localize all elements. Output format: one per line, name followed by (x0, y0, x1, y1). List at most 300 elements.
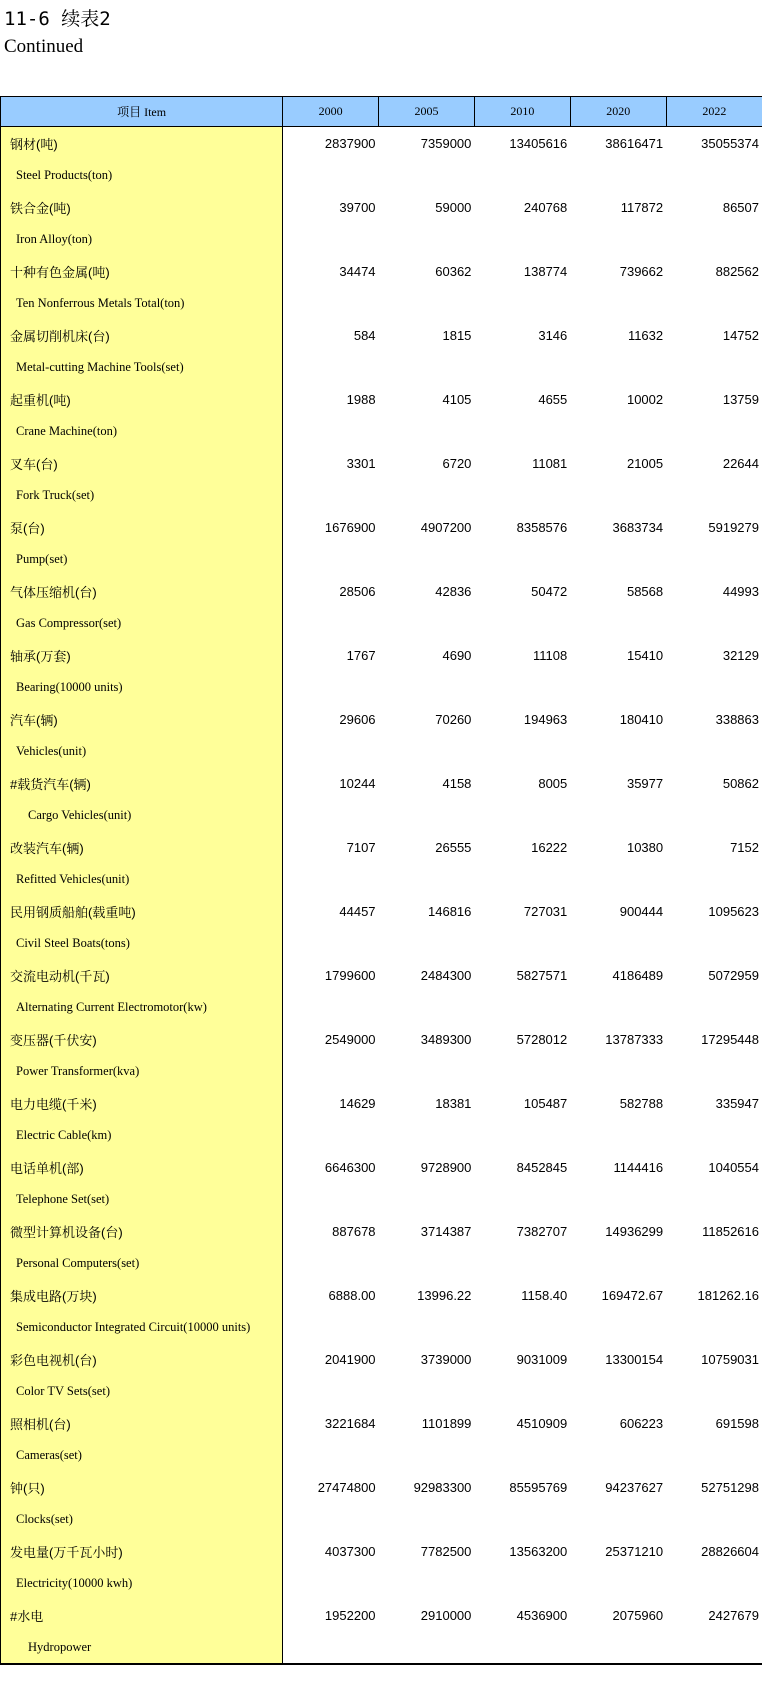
empty-cell (283, 1567, 379, 1599)
value-cell: 14629 (339, 1095, 376, 1111)
table-row (1, 767, 762, 799)
item-name-cn: 轴承(万套) (1, 639, 283, 671)
value-cell: 727031 (523, 903, 568, 919)
value-cell: 13759 (722, 391, 759, 407)
item-name-en: Alternating Current Electromotor(kw) (1, 991, 283, 1023)
item-name-cn: 彩色电视机(台) (1, 1343, 283, 1375)
value-cell: 8452845 (516, 1159, 568, 1175)
header-item: 项目 Item (1, 97, 283, 127)
empty-cell (570, 1503, 666, 1535)
value-cell: 7107 (346, 839, 376, 855)
empty-cell (283, 863, 379, 895)
value-cell: 35977 (626, 775, 664, 791)
value-cell: 7152 (730, 839, 759, 855)
empty-cell (474, 1055, 570, 1087)
value-cell: 2427679 (708, 1607, 759, 1623)
value-cell: 3714387 (420, 1223, 472, 1239)
empty-cell (570, 351, 666, 383)
item-name-en: Metal-cutting Machine Tools(set) (1, 351, 283, 383)
item-name-en: Iron Alloy(ton) (1, 223, 283, 255)
empty-cell (474, 415, 570, 447)
empty-cell (666, 927, 762, 959)
value-cell: 18381 (435, 1095, 472, 1111)
value-cell: 105487 (523, 1095, 568, 1111)
value-cell: 13996.22 (417, 1287, 472, 1303)
item-name-cn: 泵(台) (1, 511, 283, 543)
empty-cell (283, 799, 379, 831)
table-row (1, 1279, 762, 1311)
value-cell: 4037300 (324, 1543, 376, 1559)
empty-cell (474, 1439, 570, 1471)
header-row (1, 97, 762, 127)
value-cell: 1095623 (708, 903, 759, 919)
value-cell: 50862 (722, 775, 759, 791)
item-name-en: Steel Products(ton) (1, 159, 283, 191)
item-name-cn: 改装汽车(辆) (1, 831, 283, 863)
value-cell: 8005 (538, 775, 568, 791)
value-cell: 3683734 (612, 519, 664, 535)
value-cell: 240768 (523, 199, 568, 215)
empty-cell (379, 1247, 475, 1279)
empty-cell (666, 351, 762, 383)
empty-cell (570, 159, 666, 191)
empty-cell (379, 1055, 475, 1087)
empty-cell (570, 1439, 666, 1471)
item-name-cn: 叉车(台) (1, 447, 283, 479)
empty-cell (666, 543, 762, 575)
value-cell: 2837900 (324, 135, 376, 151)
table-row-english (1, 1247, 762, 1279)
value-cell: 17295448 (701, 1031, 759, 1047)
table-row (1, 639, 762, 671)
header-year: 2020 (570, 97, 666, 127)
empty-cell (283, 1183, 379, 1215)
table-row-english (1, 479, 762, 511)
value-cell: 338863 (715, 711, 759, 727)
item-name-cn: 金属切削机床(台) (1, 319, 283, 351)
value-cell: 582788 (619, 1095, 664, 1111)
value-cell: 169472.67 (601, 1287, 664, 1303)
table-row-english (1, 1311, 762, 1343)
empty-cell (570, 479, 666, 511)
value-cell: 6720 (442, 455, 472, 471)
empty-cell (666, 799, 762, 831)
table-row (1, 895, 762, 927)
item-name-cn: 铁合金(吨) (1, 191, 283, 223)
empty-cell (379, 543, 475, 575)
value-cell: 1144416 (613, 1159, 664, 1175)
empty-cell (283, 415, 379, 447)
value-cell: 9031009 (516, 1351, 568, 1367)
table-title: 11-6 续表2 (4, 8, 111, 30)
item-name-cn: 钢材(吨) (1, 127, 283, 160)
value-cell: 3221684 (324, 1415, 376, 1431)
value-cell: 25371210 (605, 1543, 664, 1559)
empty-cell (283, 991, 379, 1023)
empty-cell (283, 1503, 379, 1535)
empty-cell (570, 1631, 666, 1664)
table-row-english (1, 415, 762, 447)
value-cell: 11081 (532, 455, 568, 471)
value-cell: 44993 (722, 583, 759, 599)
empty-cell (283, 1375, 379, 1407)
value-cell: 5919279 (708, 519, 759, 535)
table-subtitle: Continued (4, 36, 84, 57)
item-name-en: Power Transformer(kva) (1, 1055, 283, 1087)
table-row-english (1, 927, 762, 959)
value-cell: 11632 (627, 327, 664, 343)
value-cell: 13787333 (605, 1031, 664, 1047)
value-cell: 85595769 (509, 1479, 568, 1495)
empty-cell (283, 1631, 379, 1664)
table-row (1, 1087, 762, 1119)
table-row (1, 1215, 762, 1247)
empty-cell (283, 1119, 379, 1151)
empty-cell (379, 1183, 475, 1215)
empty-cell (379, 607, 475, 639)
table-row-english (1, 607, 762, 639)
value-cell: 11108 (533, 647, 568, 663)
table-row-english (1, 799, 762, 831)
empty-cell (666, 1375, 762, 1407)
empty-cell (666, 863, 762, 895)
empty-cell (666, 479, 762, 511)
table-row-english (1, 991, 762, 1023)
empty-cell (666, 223, 762, 255)
value-cell: 22644 (722, 455, 759, 471)
item-name-cn: 微型计算机设备(台) (1, 1215, 283, 1247)
value-cell: 2549000 (324, 1031, 376, 1047)
empty-cell (283, 1247, 379, 1279)
value-cell: 7359000 (420, 135, 472, 151)
item-name-en: Cargo Vehicles(unit) (1, 799, 283, 831)
value-cell: 94237627 (605, 1479, 664, 1495)
empty-cell (379, 1439, 475, 1471)
empty-cell (474, 1183, 570, 1215)
empty-cell (283, 543, 379, 575)
empty-cell (379, 479, 475, 511)
item-name-cn: 起重机(吨) (1, 383, 283, 415)
value-cell: 26555 (435, 839, 472, 855)
table-row (1, 1535, 762, 1567)
value-cell: 117872 (620, 199, 664, 215)
item-name-en: Crane Machine(ton) (1, 415, 283, 447)
value-cell: 10759031 (701, 1351, 759, 1367)
value-cell: 7382707 (516, 1223, 568, 1239)
empty-cell (474, 863, 570, 895)
table-row (1, 1407, 762, 1439)
value-cell: 6646300 (324, 1159, 376, 1175)
value-cell: 2910000 (420, 1607, 472, 1623)
empty-cell (474, 287, 570, 319)
empty-cell (379, 1631, 475, 1664)
value-cell: 58568 (626, 583, 664, 599)
table-row-english (1, 1375, 762, 1407)
value-cell: 882562 (715, 263, 759, 279)
empty-cell (570, 1375, 666, 1407)
value-cell: 5072959 (708, 967, 759, 983)
item-name-en: Semiconductor Integrated Circuit(10000 units) (1, 1311, 283, 1343)
table-row (1, 127, 762, 160)
table-row (1, 319, 762, 351)
value-cell: 10002 (626, 391, 664, 407)
empty-cell (570, 863, 666, 895)
value-cell: 8358576 (516, 519, 568, 535)
empty-cell (570, 991, 666, 1023)
value-cell: 3301 (346, 455, 376, 471)
empty-cell (570, 287, 666, 319)
value-cell: 9728900 (420, 1159, 472, 1175)
value-cell: 44457 (339, 903, 376, 919)
empty-cell (379, 415, 475, 447)
empty-cell (666, 1439, 762, 1471)
value-cell: 86507 (722, 199, 759, 215)
item-name-cn: 照相机(台) (1, 1407, 283, 1439)
value-cell: 38616471 (605, 135, 664, 151)
empty-cell (474, 1311, 570, 1343)
empty-cell (474, 927, 570, 959)
empty-cell (379, 1567, 475, 1599)
empty-cell (474, 991, 570, 1023)
value-cell: 60362 (435, 263, 472, 279)
item-name-cn: 交流电动机(千瓦) (1, 959, 283, 991)
value-cell: 691598 (715, 1415, 759, 1431)
empty-cell (379, 1311, 475, 1343)
value-cell: 11852616 (702, 1223, 759, 1239)
value-cell: 52751298 (701, 1479, 759, 1495)
item-name-cn: 汽车(辆) (1, 703, 283, 735)
value-cell: 606223 (619, 1415, 664, 1431)
empty-cell (379, 223, 475, 255)
empty-cell (474, 1247, 570, 1279)
value-cell: 4186489 (612, 967, 664, 983)
table-row (1, 1023, 762, 1055)
empty-cell (379, 287, 475, 319)
item-name-cn: #水电 (1, 1599, 283, 1631)
empty-cell (379, 927, 475, 959)
item-name-en: Telephone Set(set) (1, 1183, 283, 1215)
table-row (1, 191, 762, 223)
value-cell: 4907200 (420, 519, 472, 535)
empty-cell (474, 735, 570, 767)
value-cell: 50472 (531, 583, 568, 599)
table-row-english (1, 287, 762, 319)
empty-cell (666, 1631, 762, 1664)
header-year: 2010 (474, 97, 570, 127)
empty-cell (474, 1119, 570, 1151)
empty-cell (474, 607, 570, 639)
empty-cell (570, 671, 666, 703)
table-row (1, 511, 762, 543)
value-cell: 4536900 (516, 1607, 568, 1623)
table-row (1, 1471, 762, 1503)
empty-cell (666, 287, 762, 319)
header-year: 2005 (379, 97, 475, 127)
empty-cell (474, 351, 570, 383)
empty-cell (570, 1183, 666, 1215)
empty-cell (666, 1247, 762, 1279)
value-cell: 39700 (339, 199, 376, 215)
value-cell: 28506 (339, 583, 376, 599)
empty-cell (570, 415, 666, 447)
empty-cell (570, 1055, 666, 1087)
empty-cell (379, 735, 475, 767)
table-row (1, 1343, 762, 1375)
header-year: 2000 (283, 97, 379, 127)
empty-cell (283, 1439, 379, 1471)
value-cell: 5827571 (516, 967, 568, 983)
value-cell: 70260 (435, 711, 472, 727)
table-row-english (1, 159, 762, 191)
empty-cell (379, 351, 475, 383)
item-name-cn: 电力电缆(千米) (1, 1087, 283, 1119)
empty-cell (379, 159, 475, 191)
value-cell: 92983300 (413, 1479, 472, 1495)
value-cell: 14936299 (605, 1223, 664, 1239)
item-name-en: Electricity(10000 kwh) (1, 1567, 283, 1599)
value-cell: 42836 (435, 583, 472, 599)
item-name-en: Civil Steel Boats(tons) (1, 927, 283, 959)
table-row-english (1, 1503, 762, 1535)
table-row-english (1, 1055, 762, 1087)
value-cell: 2041900 (324, 1351, 376, 1367)
value-cell: 335947 (715, 1095, 759, 1111)
table-row (1, 831, 762, 863)
value-cell: 2484300 (420, 967, 472, 983)
table-row (1, 1599, 762, 1631)
table-row-english (1, 1119, 762, 1151)
empty-cell (474, 159, 570, 191)
item-name-en: Personal Computers(set) (1, 1247, 283, 1279)
value-cell: 181262.16 (697, 1287, 759, 1303)
empty-cell (379, 671, 475, 703)
item-name-en: Hydropower (1, 1631, 283, 1664)
table-row-english (1, 1183, 762, 1215)
empty-cell (474, 1375, 570, 1407)
empty-cell (379, 991, 475, 1023)
empty-cell (666, 735, 762, 767)
table-row-english (1, 1567, 762, 1599)
value-cell: 5728012 (516, 1031, 568, 1047)
empty-cell (379, 799, 475, 831)
empty-cell (283, 607, 379, 639)
value-cell: 4510909 (516, 1415, 568, 1431)
value-cell: 194963 (523, 711, 568, 727)
table-row-english (1, 1439, 762, 1471)
table-row-english (1, 671, 762, 703)
empty-cell (283, 287, 379, 319)
empty-cell (283, 479, 379, 511)
item-name-cn: 发电量(万千瓦小时) (1, 1535, 283, 1567)
empty-cell (474, 671, 570, 703)
item-name-en: Color TV Sets(set) (1, 1375, 283, 1407)
empty-cell (666, 1055, 762, 1087)
value-cell: 4158 (442, 775, 472, 791)
value-cell: 4690 (442, 647, 472, 663)
value-cell: 1952200 (324, 1607, 376, 1623)
empty-cell (666, 1311, 762, 1343)
empty-cell (570, 1567, 666, 1599)
table-row (1, 447, 762, 479)
value-cell: 29606 (339, 711, 376, 727)
value-cell: 15410 (626, 647, 664, 663)
empty-cell (666, 1119, 762, 1151)
empty-cell (570, 543, 666, 575)
value-cell: 6888.00 (328, 1287, 376, 1303)
table-row-english (1, 735, 762, 767)
empty-cell (283, 735, 379, 767)
value-cell: 3146 (538, 327, 568, 343)
value-cell: 28826604 (701, 1543, 759, 1559)
empty-cell (283, 223, 379, 255)
empty-cell (379, 1503, 475, 1535)
empty-cell (570, 223, 666, 255)
table-row-english (1, 223, 762, 255)
empty-cell (474, 223, 570, 255)
value-cell: 1799600 (324, 967, 376, 983)
value-cell: 59000 (435, 199, 472, 215)
table-row (1, 959, 762, 991)
empty-cell (570, 735, 666, 767)
value-cell: 887678 (332, 1223, 376, 1239)
item-name-en: Refitted Vehicles(unit) (1, 863, 283, 895)
empty-cell (570, 799, 666, 831)
empty-cell (570, 1119, 666, 1151)
empty-cell (666, 415, 762, 447)
item-name-cn: 十种有色金属(吨) (1, 255, 283, 287)
value-cell: 14752 (722, 327, 759, 343)
empty-cell (474, 479, 570, 511)
empty-cell (379, 1119, 475, 1151)
item-name-en: Fork Truck(set) (1, 479, 283, 511)
empty-cell (570, 927, 666, 959)
empty-cell (474, 1631, 570, 1664)
value-cell: 35055374 (701, 135, 759, 151)
value-cell: 900444 (619, 903, 664, 919)
table-row-english (1, 351, 762, 383)
item-name-cn: 变压器(千伏安) (1, 1023, 283, 1055)
table-row-english (1, 1631, 762, 1664)
item-name-en: Gas Compressor(set) (1, 607, 283, 639)
empty-cell (666, 607, 762, 639)
value-cell: 739662 (619, 263, 664, 279)
item-name-en: Ten Nonferrous Metals Total(ton) (1, 287, 283, 319)
item-name-en: Cameras(set) (1, 1439, 283, 1471)
empty-cell (283, 1311, 379, 1343)
table-row (1, 383, 762, 415)
empty-cell (283, 927, 379, 959)
header-year: 2022 (666, 97, 762, 127)
value-cell: 1101899 (421, 1415, 472, 1431)
empty-cell (666, 671, 762, 703)
empty-cell (379, 1375, 475, 1407)
empty-cell (570, 607, 666, 639)
value-cell: 138774 (523, 263, 568, 279)
value-cell: 7782500 (420, 1543, 472, 1559)
item-name-en: Clocks(set) (1, 1503, 283, 1535)
table-row (1, 1151, 762, 1183)
empty-cell (666, 1567, 762, 1599)
empty-cell (474, 543, 570, 575)
empty-cell (283, 159, 379, 191)
item-name-cn: #载货汽车(辆) (1, 767, 283, 799)
empty-cell (570, 1311, 666, 1343)
value-cell: 1815 (442, 327, 472, 343)
item-name-cn: 民用钢质船舶(载重吨) (1, 895, 283, 927)
value-cell: 1676900 (324, 519, 376, 535)
value-cell: 32129 (722, 647, 759, 663)
empty-cell (666, 991, 762, 1023)
